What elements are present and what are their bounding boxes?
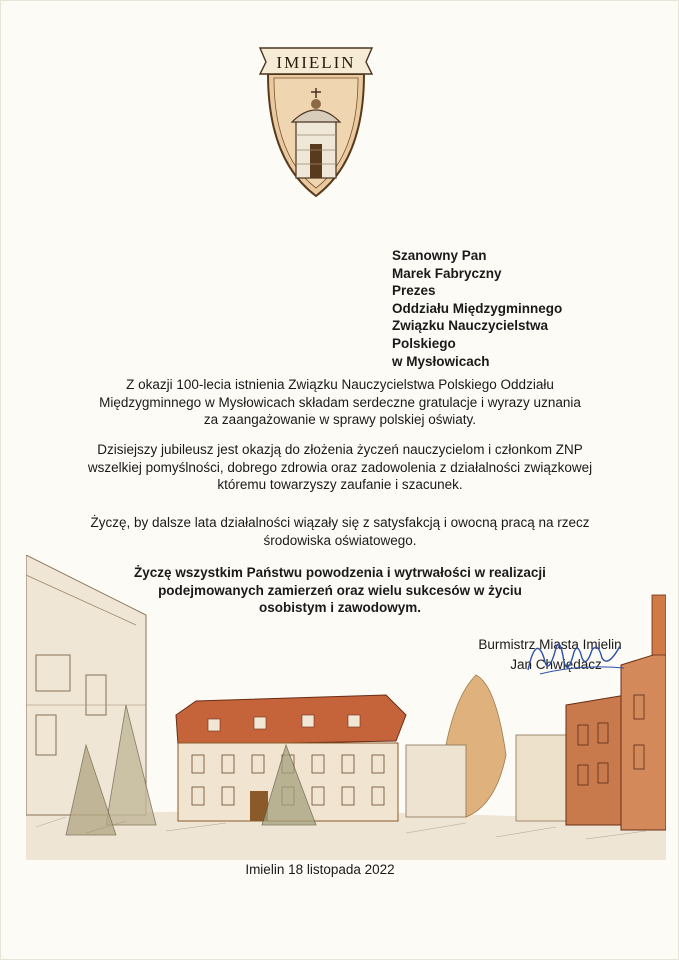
recipient-line: Oddziału Międzygminnego — [392, 300, 563, 316]
recipient-line: w Mysłowicach — [392, 353, 490, 369]
signer-name: Jan Chwiędacz — [510, 657, 602, 672]
paragraph-line: środowiska oświatowego. — [263, 532, 417, 548]
paragraph-line: podejmowanych zamierzeń oraz wielu sukcesów w życiu — [158, 582, 522, 598]
handwritten-signature-icon — [520, 628, 630, 688]
paragraph-line: Z okazji 100-lecia istnienia Związku Nauczycielstwa Polskiego Oddziału — [126, 377, 554, 392]
signer-title: Burmistrz Miasta Imielin — [478, 637, 622, 652]
paragraph-line: Międzygminnego w Mysłowicach składam serdeczne gratulacje i wyrazy uznania — [99, 394, 581, 410]
recipient-line: Związku Nauczycielstwa — [392, 318, 549, 334]
recipient-line: Prezes — [392, 283, 436, 299]
paragraph-line: Dzisiejszy jubileusz jest okazją do złożenia życzeń nauczycielom i członkom ZNP — [97, 442, 583, 457]
body-paragraph — [40, 514, 640, 549]
recipient-line: Marek Fabryczny — [392, 265, 502, 281]
recipient-line: Polskiego — [392, 335, 456, 351]
paragraph-line: Życzę, by dalsze lata działalności wiązały się z satysfakcją i owocną pracą na rzecz — [90, 515, 590, 530]
paragraph-line: wszelkiej pomyślności, dobrego zdrowia oraz zadowolenia z działalności związkowej — [87, 459, 593, 475]
paragraph-line: osobistym i zawodowym. — [258, 600, 422, 616]
coat-of-arms-icon — [256, 40, 376, 200]
crest-banner-text: IMIELIN — [276, 53, 356, 72]
date-line: Imielin 18 listopada 2022 — [245, 862, 395, 877]
recipient-address — [392, 247, 562, 370]
closing-wishes-paragraph — [40, 564, 640, 617]
paragraph-line: któremu towarzyszy zaufanie i szacunek. — [217, 477, 463, 493]
body-paragraph — [40, 441, 640, 494]
body-paragraph — [40, 376, 640, 429]
paragraph-line: za zaangażowanie w sprawy polskiej oświaty. — [203, 412, 477, 428]
recipient-line: Szanowny Pan — [392, 248, 487, 263]
paragraph-line: Życzę wszystkim Państwu powodzenia i wytrwałości w realizacji — [134, 565, 546, 580]
